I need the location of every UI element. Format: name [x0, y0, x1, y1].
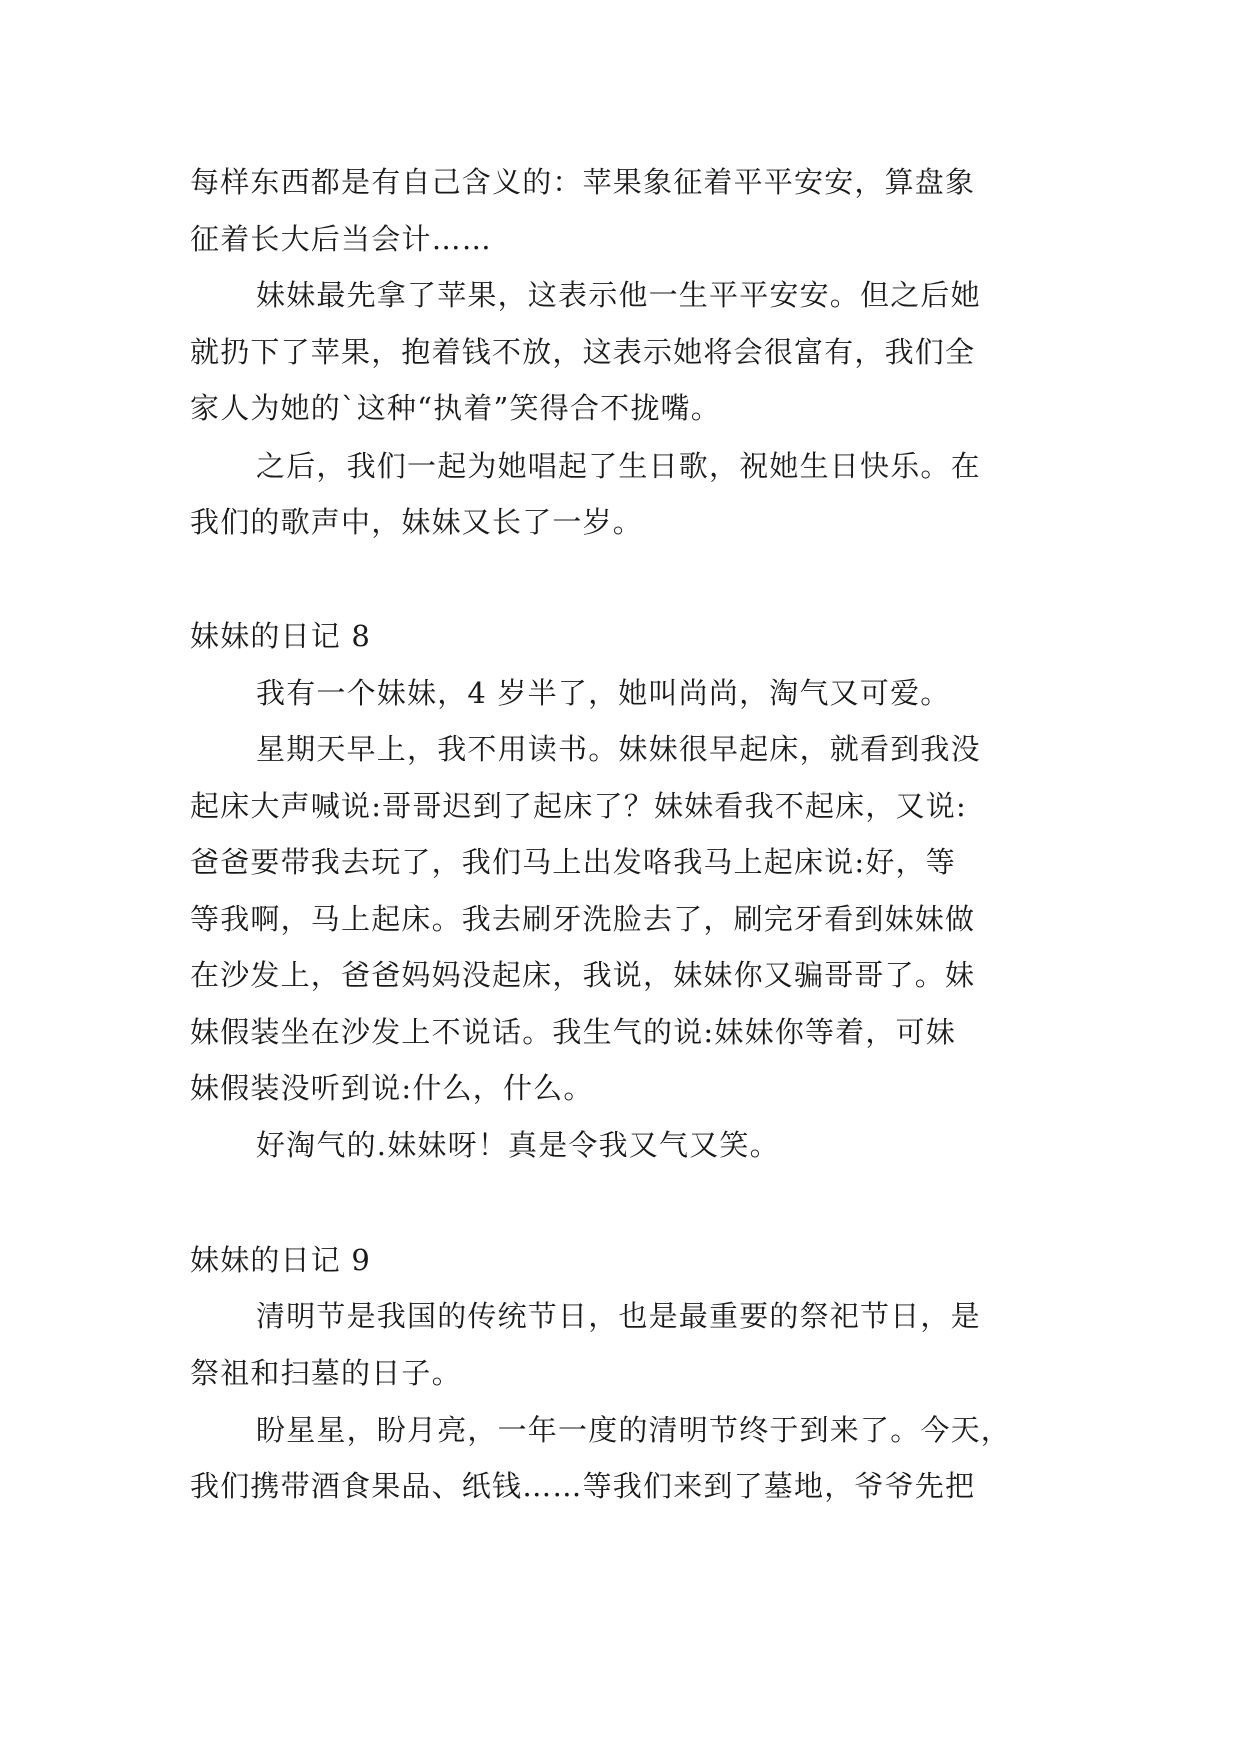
text-line: 就扔下了苹果，抱着钱不放，这表示她将会很富有，我们全 [190, 335, 976, 369]
text-line: 征着长大后当会计…… [190, 222, 493, 256]
text-line: 妹假装坐在沙发上不说话。我生气的说:妹妹你等着，可妹 [190, 1015, 956, 1049]
text-line: 妹妹最先拿了苹果，这表示他一生平平安安。但之后她 [256, 278, 981, 312]
text-line: 我有一个妹妹，4 岁半了，她叫尚尚，淘气又可爱。 [256, 676, 951, 710]
text-line: 我们的歌声中，妹妹又长了一岁。 [190, 505, 644, 539]
text-line: 家人为她的`这种“执着”笑得合不拢嘴。 [190, 391, 721, 425]
text-line: 每样东西都是有自己含义的：苹果象征着平平安安，算盘象 [190, 165, 976, 199]
text-line: 祭祖和扫墓的日子。 [190, 1356, 462, 1390]
text-line: 好淘气的.妹妹呀！真是令我又气又笑。 [256, 1128, 780, 1162]
text-line: 在沙发上，爸爸妈妈没起床，我说，妹妹你又骗哥哥了。妹 [190, 958, 976, 992]
text-line: 我们携带酒食果品、纸钱……等我们来到了墓地，爷爷先把 [190, 1469, 976, 1503]
section-title: 妹妹的日记 9 [190, 1243, 372, 1277]
text-line: 妹假装没听到说:什么，什么。 [190, 1071, 594, 1105]
text-line: 爸爸要带我去玩了，我们马上出发咯我马上起床说:好，等 [190, 845, 956, 879]
text-line: 盼星星，盼月亮，一年一度的清明节终于到来了。今天， [256, 1413, 1012, 1447]
text-line: 之后，我们一起为她唱起了生日歌，祝她生日快乐。在 [256, 449, 981, 483]
text-line: 起床大声喊说:哥哥迟到了起床了？妹妹看我不起床，又说: [190, 789, 967, 823]
text-line: 星期天早上，我不用读书。妹妹很早起床，就看到我没 [256, 732, 981, 766]
text-line: 清明节是我国的传统节日，也是最重要的祭祀节日，是 [256, 1299, 981, 1333]
text-line: 等我啊，马上起床。我去刷牙洗脸去了，刷完牙看到妹妹做 [190, 902, 976, 936]
section-title: 妹妹的日记 8 [190, 619, 372, 653]
